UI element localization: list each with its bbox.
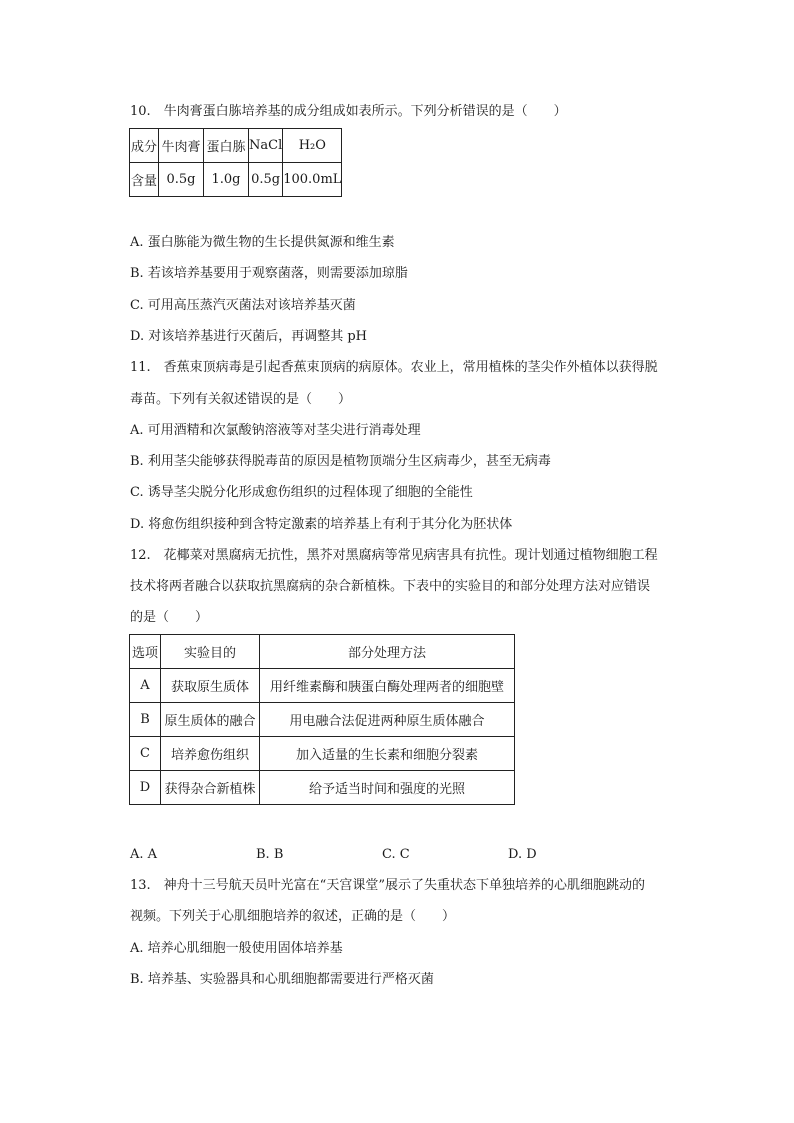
table-cell: 加入适量的生长素和细胞分裂素: [260, 737, 515, 771]
table-cell: 获取原生质体: [161, 669, 260, 703]
q12-table: [129, 634, 515, 805]
table-cell: 用纤维素酶和胰蛋白酶处理两者的细胞壁: [260, 669, 515, 703]
q11-option-b[interactable]: B. 利用茎尖能够获得脱毒苗的原因是植物顶端分生区病毒少，甚至无病毒: [130, 454, 551, 469]
q11-option-c[interactable]: C. 诱导茎尖脱分化形成愈伤组织的过程体现了细胞的全能性: [130, 485, 473, 500]
table-cell: 选项: [130, 635, 161, 669]
table-row: [130, 669, 515, 703]
q10-table: [129, 128, 342, 197]
table-cell: 0.5g: [249, 163, 283, 197]
q11-option-d[interactable]: D. 将愈伤组织接种到含特定激素的培养基上有利于其分化为胚状体: [130, 517, 513, 532]
q12-option-c[interactable]: C. C: [382, 847, 410, 862]
q10-option-c[interactable]: C. 可用高压蒸汽灭菌法对该培养基灭菌: [130, 298, 356, 313]
table-cell: 蛋白胨: [204, 129, 249, 163]
q10-option-b[interactable]: B. 若该培养基要用于观察菌落，则需要添加琼脂: [130, 266, 408, 281]
table-cell: 100.0mL: [283, 163, 342, 197]
q11-option-a[interactable]: A. 可用酒精和次氯酸钠溶液等对茎尖进行消毒处理: [130, 423, 421, 438]
table-cell: C: [130, 737, 161, 771]
table-cell: NaCl: [249, 129, 283, 163]
q10-option-a[interactable]: A. 蛋白胨能为微生物的生长提供氮源和维生素: [130, 235, 395, 250]
table-cell: 用电融合法促进两种原生质体融合: [260, 703, 515, 737]
table-row: [130, 703, 515, 737]
table-cell: 实验目的: [161, 635, 260, 669]
table-cell: 成分: [130, 129, 159, 163]
q12-option-b[interactable]: B. B: [256, 847, 284, 862]
table-cell: D: [130, 771, 161, 805]
q13-option-a[interactable]: A. 培养心肌细胞一般使用固体培养基: [130, 941, 343, 956]
table-cell: 牛肉膏: [159, 129, 204, 163]
table-cell: 1.0g: [204, 163, 249, 197]
q13-option-b[interactable]: B. 培养基、实验器具和心肌细胞都需要进行严格灭菌: [130, 972, 434, 987]
table-row: [130, 129, 342, 163]
table-cell: A: [130, 669, 161, 703]
table-cell: 0.5g: [159, 163, 204, 197]
table-row: [130, 771, 515, 805]
table-row: [130, 737, 515, 771]
table-cell: 培养愈伤组织: [161, 737, 260, 771]
table-cell: B: [130, 703, 161, 737]
q13-stem-line1: 13. 神舟十三号航天员叶光富在“天宫课堂”展示了失重状态下单独培养的心肌细胞跳动的: [130, 878, 645, 893]
q12-stem-line1: 12. 花椰菜对黑腐病无抗性，黑芥对黑腐病等常见病害具有抗性。现计划通过植物细胞工程: [130, 548, 658, 563]
q12-stem-line3: 的是（ ）: [130, 610, 209, 625]
table-cell: 含量: [130, 163, 159, 197]
table-row: [130, 635, 515, 669]
q11-stem-line2: 毒苗。下列有关叙述错误的是（ ）: [130, 392, 352, 407]
q10-option-d[interactable]: D. 对该培养基进行灭菌后，再调整其 pH: [130, 329, 368, 344]
q12-option-d[interactable]: D. D: [508, 847, 537, 862]
table-cell: 部分处理方法: [260, 635, 515, 669]
table-row: [130, 163, 342, 197]
q10-stem: 10. 牛肉膏蛋白胨培养基的成分组成如表所示。下列分析错误的是（ ）: [130, 104, 567, 119]
q12-stem-line2: 技术将两者融合以获取抗黑腐病的杂合新植株。下表中的实验目的和部分处理方法对应错误: [130, 579, 651, 594]
table-cell: 原生质体的融合: [161, 703, 260, 737]
q12-option-a[interactable]: A. A: [130, 847, 158, 862]
q11-stem-line1: 11. 香蕉束顶病毒是引起香蕉束顶病的病原体。农业上，常用植株的茎尖作外植体以获得脱: [130, 360, 658, 375]
table-cell: 获得杂合新植株: [161, 771, 260, 805]
table-cell: H₂O: [283, 129, 342, 163]
table-cell: 给予适当时间和强度的光照: [260, 771, 515, 805]
q13-stem-line2: 视频。下列关于心肌细胞培养的叙述，正确的是（ ）: [130, 909, 456, 924]
